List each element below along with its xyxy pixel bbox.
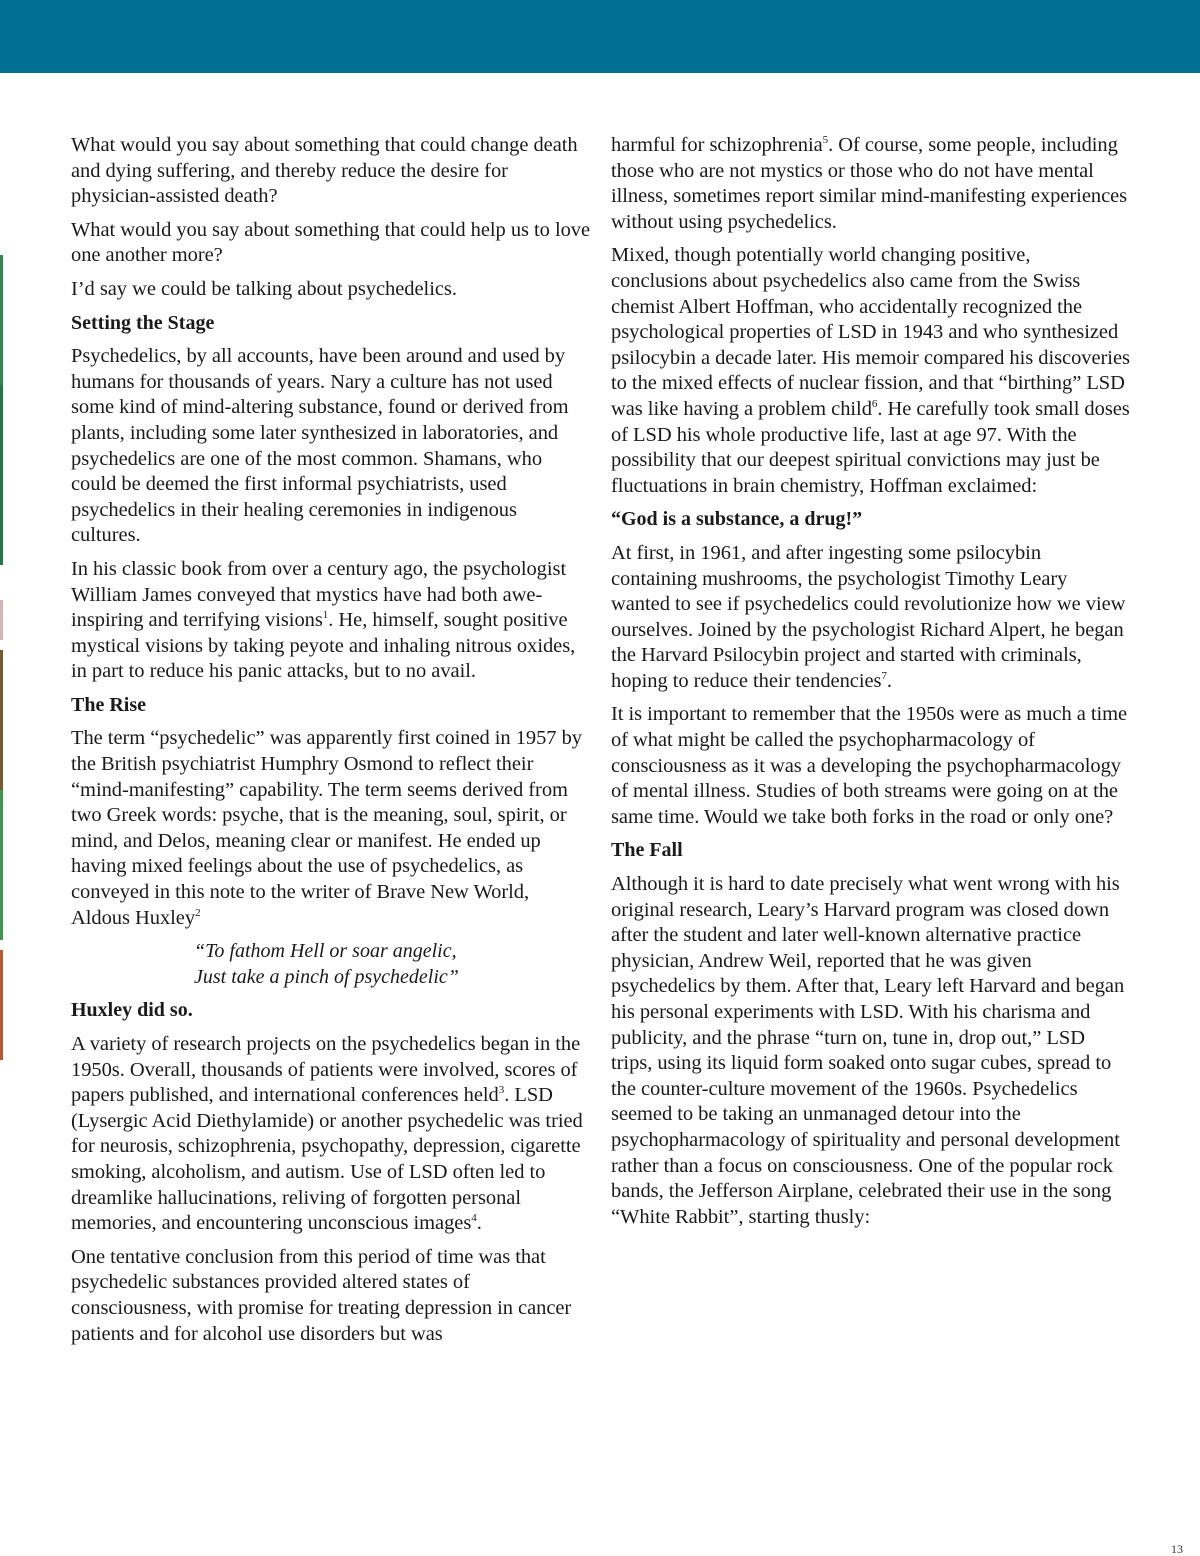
paragraph-text: .	[476, 1212, 482, 1235]
paragraph	[611, 541, 1131, 695]
header-band	[0, 0, 1200, 73]
paragraph-text: . LSD (Lysergic Acid Diethylamide) or another psychedelic was tried for neurosis, schizophrenia, psychopathy, depression, cigarette smoking, alcoholism, and autism. Use of LSD often led to dreamlike hallucinations, reliving of forgotten personal memories, and encountering unconscious images	[71, 1084, 583, 1235]
section-heading: Huxley did so.	[71, 999, 193, 1022]
paragraph: Although it is hard to date precisely what went wrong with his original research, Leary’s Harvard program was closed down after the student and later well-known alternative practice physician, Andrew Weil, reported that he was given psychedelics by them. After that, Leary left Harvard and began his personal experiments with LSD. With his charisma and publicity, and the phrase “turn on, tune in, drop out,” LSD trips, using its liquid form soaked onto sugar cubes, spread to the counter-culture movement of the 1960s. Psychedelics seemed to be taking an unmanaged detour into the psychopharmacology of spirituality and personal development rather than a focus on consciousness. One of the popular rock bands, the Jefferson Airplane, celebrated their use in the song “White Rabbit”, starting thusly:	[611, 873, 1125, 1228]
paragraph	[71, 557, 591, 685]
paragraph: It is important to remember that the 1950s were as much a time of what might be called the psychopharmacology of consciousness as it was a developing the psychopharmacology of mental illness. Studies of both streams were going on at the same time. Would we take both forks in the road or only one?	[611, 703, 1128, 828]
section-heading: Setting the Stage	[71, 311, 215, 334]
page-number: 13	[1171, 1542, 1183, 1556]
paragraph-text: harmful for schizophrenia	[611, 134, 823, 156]
paragraph: What would you say about something that could help us to love one another more?	[71, 218, 591, 267]
paragraph-text: . He carefully took small doses of LSD his whole productive life, last at age 97. With the possibility that our deepest spiritual convictions may just be fluctuations in brain chemistry, Hoffman exclaimed:	[611, 397, 1130, 497]
paragraph: One tentative conclusion from this period of time was that psychedelic substances provided altered states of consciousness, with promise for treating depression in cancer patients and for alcohol use disorders but was	[71, 1245, 572, 1345]
quote-line: “To fathom Hell or soar angelic,	[194, 940, 457, 963]
paragraph-text: . Of course, some people, including those who are not mystics or those who do not have mental illness, sometimes report similar mind-manifesting experiences without using psychedelics.	[611, 134, 1128, 233]
footnote-ref: 2	[195, 906, 201, 919]
section-heading: The Rise	[71, 693, 146, 716]
section-heading: “God is a substance, a drug!”	[611, 508, 863, 531]
paragraph: What would you say about something that could change death and dying suffering, and thereby reduce the desire for physician-assisted death?	[71, 134, 578, 208]
quote-line: Just take a pinch of psychedelic”	[194, 965, 459, 988]
left-column	[71, 133, 591, 1355]
edge-color-strip	[0, 790, 3, 940]
paragraph	[611, 133, 1131, 235]
edge-color-strip	[0, 385, 3, 565]
block-quote	[71, 939, 591, 990]
edge-color-strip	[0, 255, 3, 385]
paragraph	[71, 1032, 591, 1237]
paragraph-text: At first, in 1961, and after ingesting some psilocybin containing mushrooms, the psychologist Timothy Leary wanted to see if psychedelics could revolutionize how we view ourselves. Joined by the psychologist Richard Alpert, he began the Harvard Psilocybin project and started with criminals, hoping to reduce their tendencies	[611, 541, 1126, 692]
edge-color-strip	[0, 950, 3, 1060]
edge-color-strip	[0, 650, 3, 790]
paragraph	[71, 726, 591, 931]
paragraph-text: .	[886, 669, 892, 692]
footnote-ref: 3	[498, 1084, 505, 1097]
paragraph-text: In his classic book from over a century ago, the psychologist William James conveyed that mystics have had both awe-inspiring and terrifying visions	[71, 557, 567, 632]
paragraph-text: Mixed, though potentially world changing positive, conclusions about psychedelics also came from the Swiss chemist Albert Hoffman, who accidentally recognized the psychological properties of LSD in 1943 and who synthesized psilocybin a decade later. His memoir compared his discoveries to the mixed effects of nuclear fission, and that “birthing” LSD was like having a problem child	[611, 244, 1130, 420]
footnote-ref: 4	[471, 1212, 477, 1225]
paragraph: I’d say we could be talking about psychedelics.	[71, 277, 457, 300]
footnote-ref: 5	[822, 134, 829, 147]
edge-color-strip	[0, 600, 3, 640]
paragraph-text: A variety of research projects on the psychedelics began in the 1950s. Overall, thousands of patients were involved, scores of papers published, and international conferences held	[71, 1033, 581, 1107]
right-column	[611, 133, 1131, 1238]
paragraph	[611, 243, 1131, 499]
paragraph-text: The term “psychedelic” was apparently first coined in 1957 by the British psychiatrist Humphry Osmond to reflect their “mind-manifesting” capability. The term seems derived from two Greek words: psyche, that is the meaning, soul, spirit, or mind, and Delos, meaning clear or manifest. He ended up having mixed feelings about the use of psychedelics, as conveyed in this note to the writer of Brave New World, Aldous Huxley	[71, 727, 582, 929]
paragraph: Psychedelics, by all accounts, have been around and used by humans for thousands of years. Nary a culture has not used some kind of mind-altering substance, found or derived from plants, including some later synthesized in laboratories, and psychedelics are one of the most common. Shamans, who could be deemed the first informal psychiatrists, used psychedelics in their healing ceremonies in indigenous cultures.	[71, 345, 569, 547]
footnote-ref: 1	[322, 609, 329, 622]
section-heading: The Fall	[611, 839, 683, 862]
footnote-ref: 7	[881, 670, 887, 683]
footnote-ref: 6	[871, 398, 878, 411]
paragraph-text: . He, himself, sought positive mystical visions by taking peyote and inhaling nitrous oxides, in part to reduce his panic attacks, but to no avail.	[71, 609, 576, 683]
